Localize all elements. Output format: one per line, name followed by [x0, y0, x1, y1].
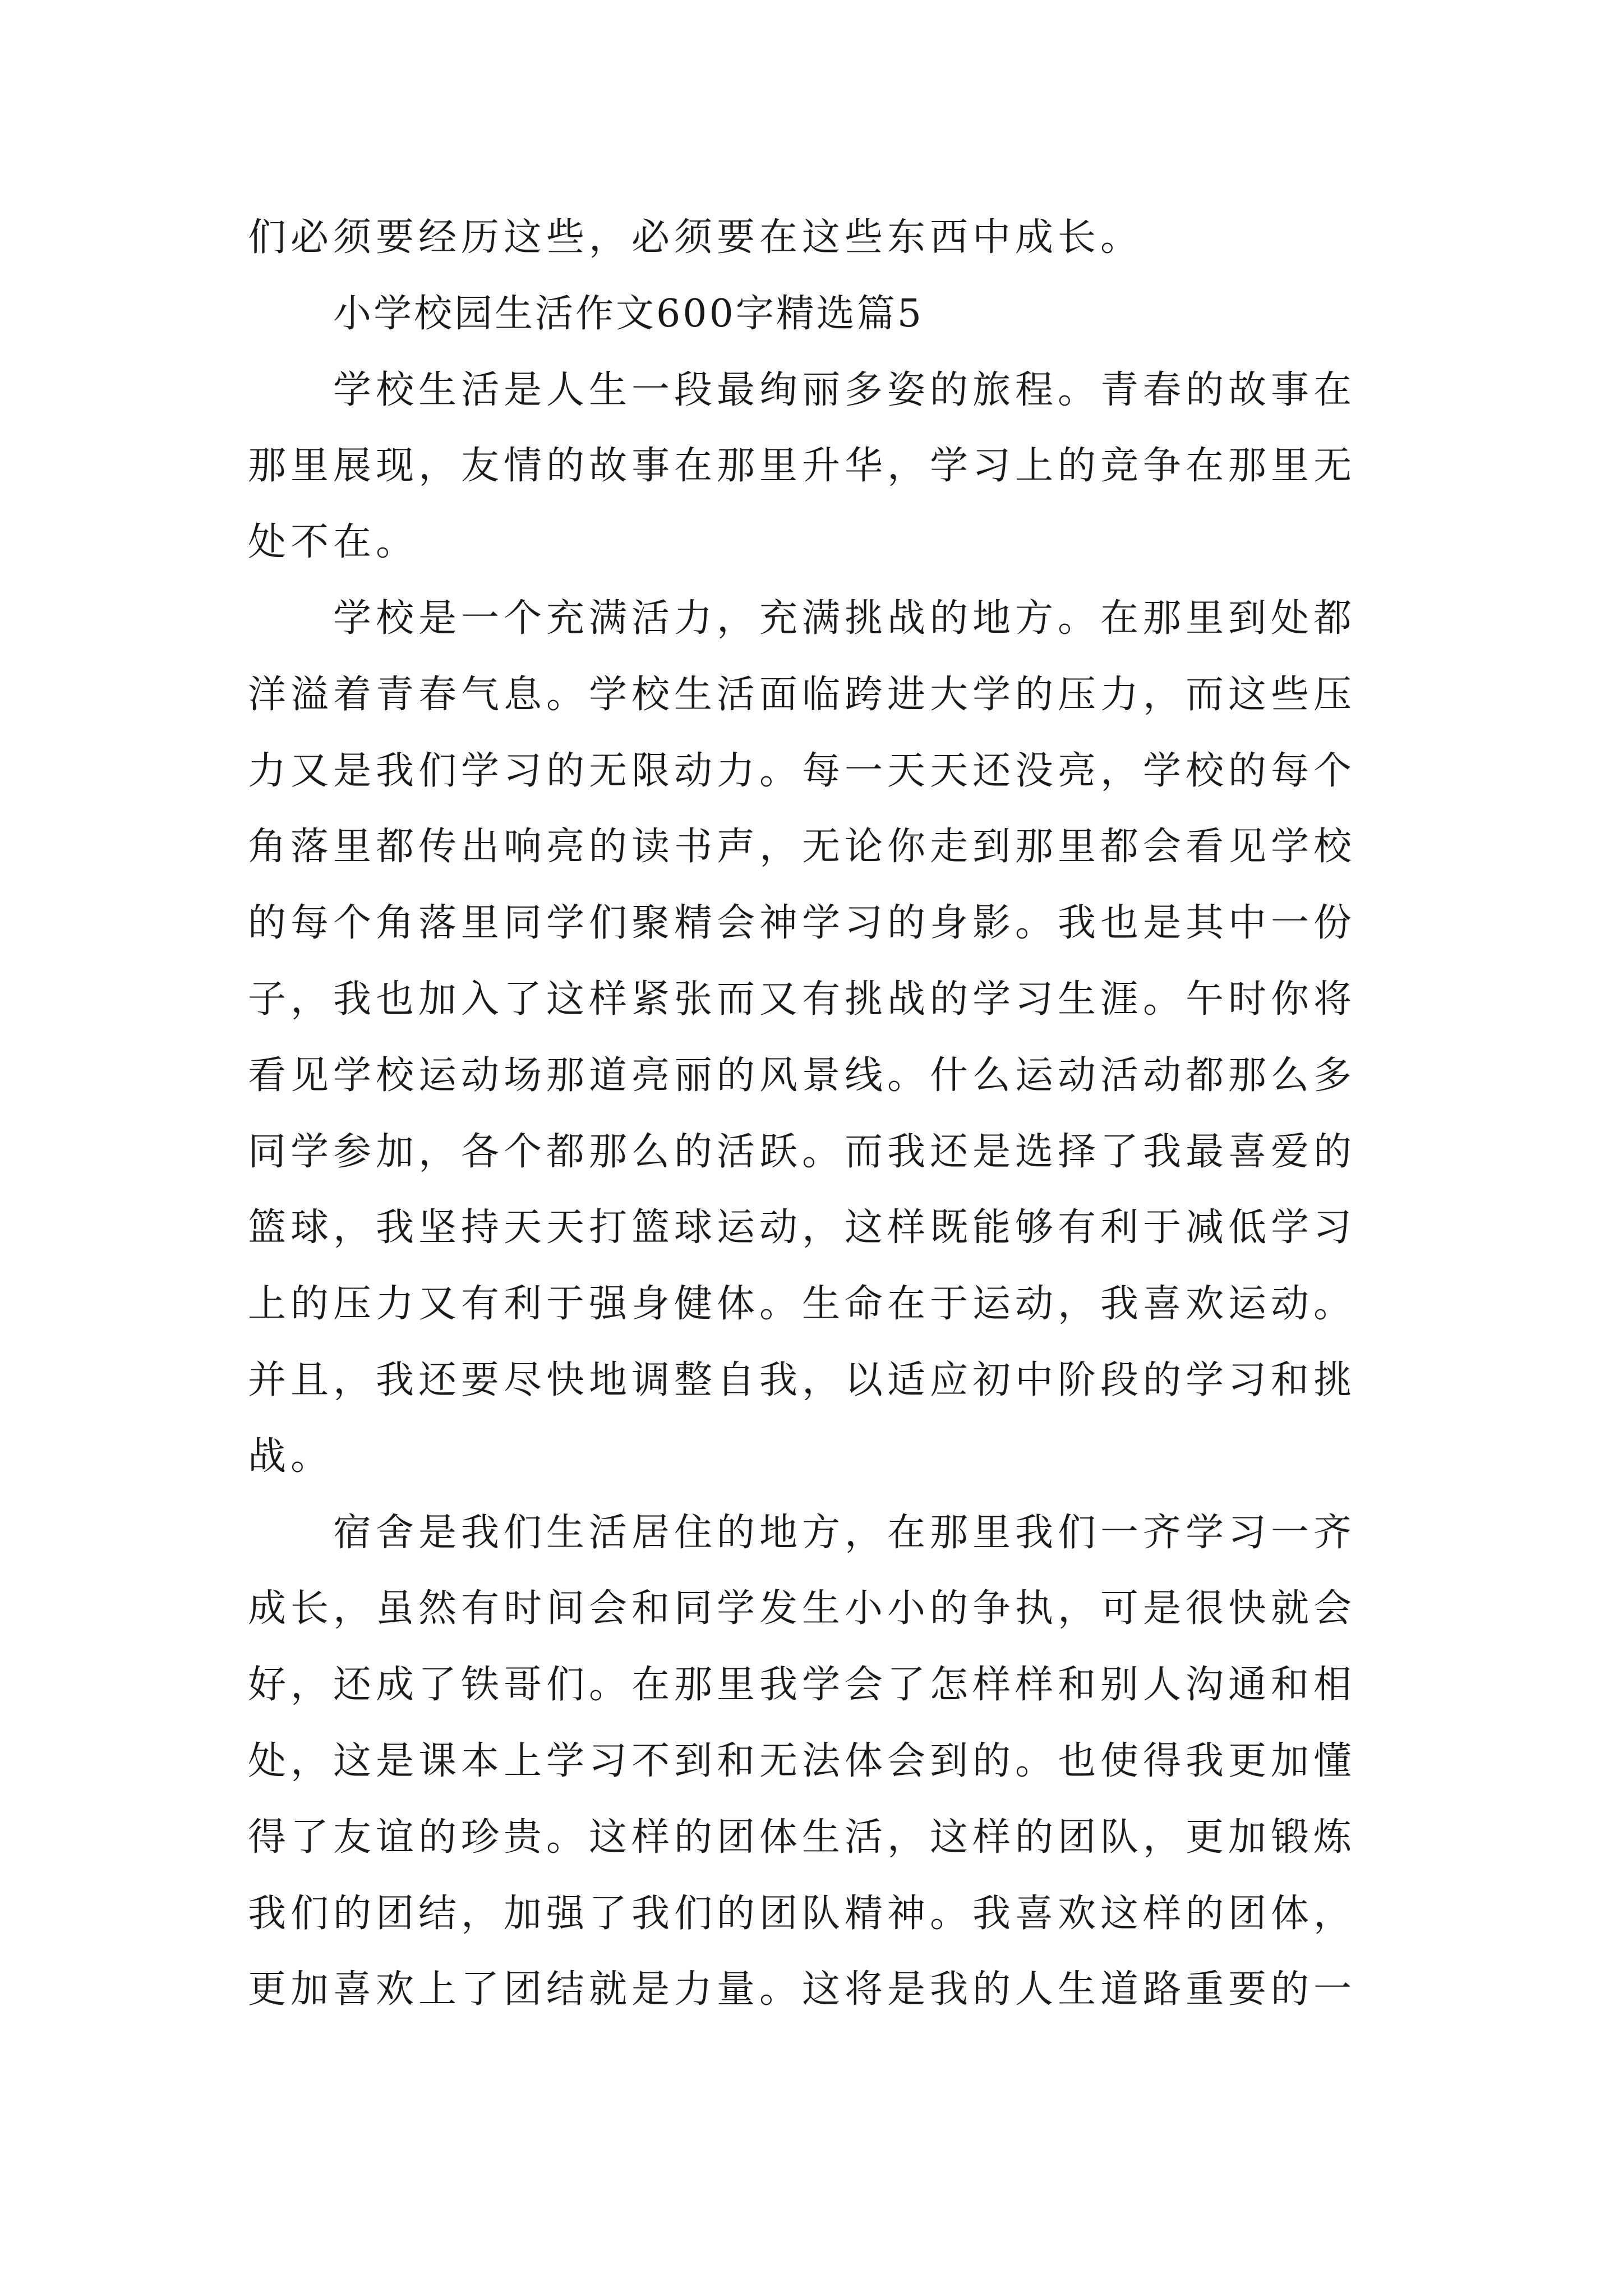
text-line: 处，这是课本上学习不到和无法体会到的。也使得我更加懂	[248, 1738, 1357, 1783]
text-line: 们必须要经历这些，必须要在这些东西中成长。	[248, 215, 1144, 260]
text-line: 战。	[248, 1434, 334, 1479]
section-heading: 小学校园生活作文600字精选篇5	[333, 291, 924, 336]
text-line: 并且，我还要尽快地调整自我，以适应初中阶段的学习和挑	[248, 1358, 1357, 1402]
text-line: 学校是一个充满活力，充满挑战的地方。在那里到处都	[333, 596, 1357, 641]
text-line: 好，还成了铁哥们。在那里我学会了怎样样和别人沟通和相	[248, 1663, 1357, 1708]
text-line: 学校生活是人生一段最绚丽多姿的旅程。青春的故事在	[333, 367, 1357, 412]
text-line: 洋溢着青春气息。学校生活面临跨进大学的压力，而这些压	[248, 672, 1357, 717]
text-line: 上的压力又有利于强身健体。生命在于运动，我喜欢运动。	[248, 1282, 1357, 1327]
text-line: 篮球，我坚持天天打篮球运动，这样既能够有利于减低学习	[248, 1205, 1357, 1250]
text-line: 那里展现，友情的故事在那里升华，学习上的竞争在那里无	[248, 444, 1357, 489]
text-line: 子，我也加入了这样紧张而又有挑战的学习生涯。午时你将	[248, 977, 1357, 1022]
text-line: 更加喜欢上了团结就是力量。这将是我的人生道路重要的一	[248, 1967, 1357, 2012]
text-line: 同学参加，各个都那么的活跃。而我还是选择了我最喜爱的	[248, 1129, 1357, 1174]
text-line: 成长，虽然有时间会和同学发生小小的争执，可是很快就会	[248, 1586, 1357, 1631]
text-line: 的每个角落里同学们聚精会神学习的身影。我也是其中一份	[248, 901, 1357, 946]
text-line: 看见学校运动场那道亮丽的风景线。什么运动活动都那么多	[248, 1053, 1357, 1098]
text-line: 我们的团结，加强了我们的团队精神。我喜欢这样的团体，	[248, 1891, 1357, 1936]
text-line: 力又是我们学习的无限动力。每一天天还没亮，学校的每个	[248, 748, 1357, 793]
text-line: 宿舍是我们生活居住的地方，在那里我们一齐学习一齐	[333, 1510, 1357, 1555]
text-line: 处不在。	[248, 520, 419, 565]
text-line: 得了友谊的珍贵。这样的团体生活，这样的团队，更加锻炼	[248, 1815, 1357, 1860]
text-line: 角落里都传出响亮的读书声，无论你走到那里都会看见学校	[248, 825, 1357, 869]
body-text	[248, 200, 1392, 2028]
